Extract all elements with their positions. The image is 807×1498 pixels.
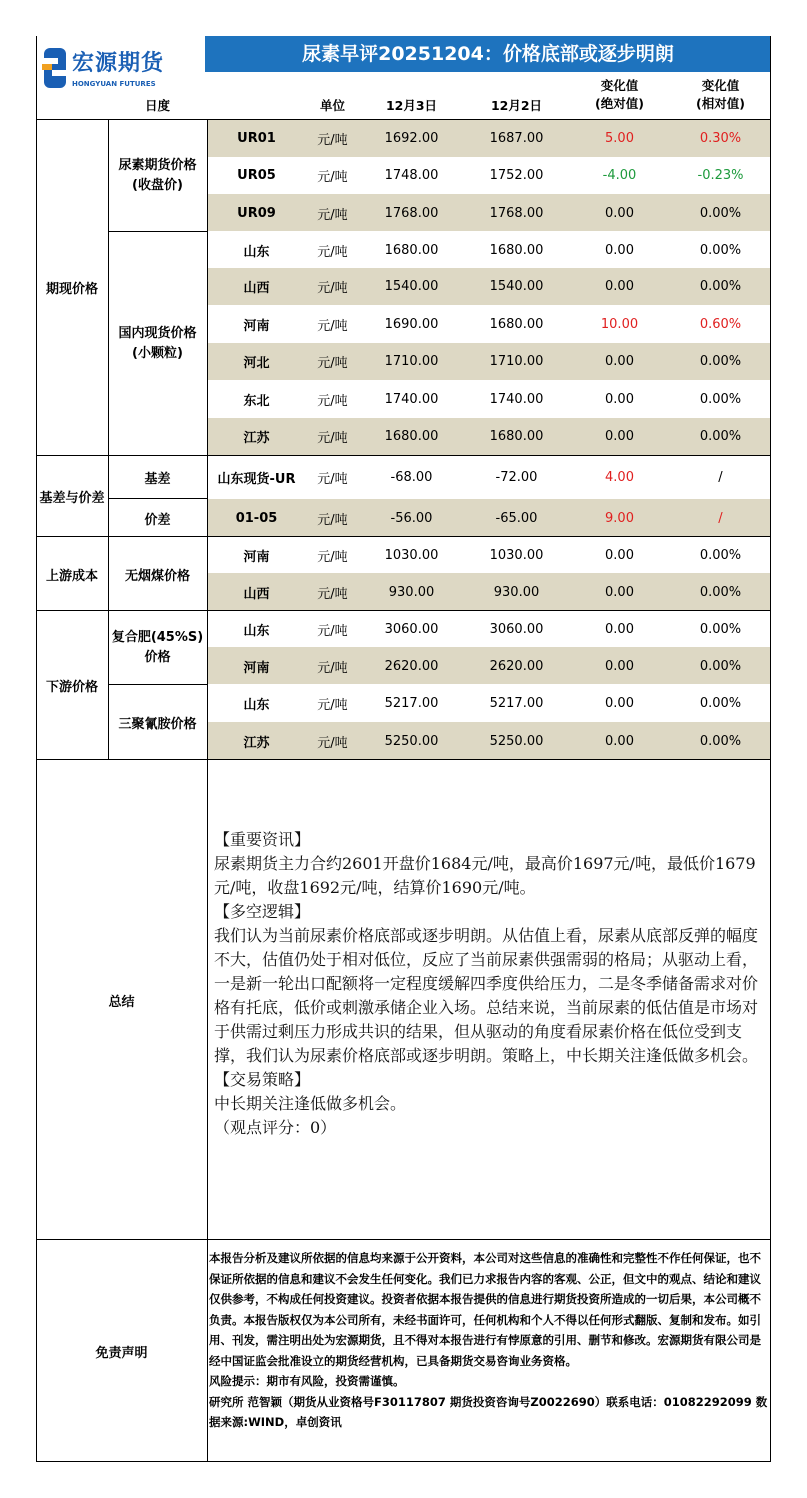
header-change-abs: 变化值 (绝对值) — [595, 78, 644, 111]
cell-item: 山东 — [243, 623, 270, 639]
summary-text — [214, 828, 766, 1140]
cell-d1: 1690.00 — [384, 316, 439, 332]
cell-d2: 1710.00 — [489, 354, 544, 369]
grid-line — [36, 455, 771, 456]
cell-d1: 1540.00 — [384, 279, 439, 294]
cell-d1: 930.00 — [388, 584, 435, 600]
cell-unit: 元/吨 — [317, 207, 348, 223]
disclaimer-body: 本报告分析及建议所依据的信息均来源于公开资料，本公司对这些信息的准确性和完整性不作任何保证，也不保证所依据的信息和建议不会发生任何变化。我们已力求报告内容的客观、公正，但文中的观点、结论和建议仅供参考，不构成任何投资建议。投资者依据本报告提供的信息进行期货投资所造成的一切后果，本公司概不负责。本报告版权仅为本公司所有，未经书面许可，任何机构和个人不得以任何形式翻版、复制和发布。如引用、刊发，需注明出处为宏源期货，且不得对本报告进行有悖原意的引用、删节和修改。宏源期货有限公司是经中国证监会批准设立的期货经营机构，已具备期货交易咨询业务资格。 — [209, 1251, 761, 1368]
cell-d1: 1710.00 — [384, 354, 439, 369]
grid-line — [36, 610, 771, 611]
cell-d1: 3060.00 — [384, 621, 439, 637]
cell-d2: 1752.00 — [489, 168, 544, 183]
cell-unit: 元/吨 — [317, 393, 348, 409]
cell-d1: 2620.00 — [384, 658, 439, 674]
cell-abs: 0.00 — [605, 696, 634, 711]
cell-rel: / — [718, 470, 723, 485]
cell-rel: 0.00% — [699, 429, 742, 444]
subgroup-basis: 基差 — [144, 472, 171, 487]
cell-rel: 0.60% — [699, 316, 742, 332]
group-basis-spread: 基差与价差 — [39, 491, 105, 506]
grid-line — [108, 120, 109, 760]
cell-d2: 2620.00 — [489, 658, 544, 674]
grid-line — [108, 684, 207, 685]
cell-abs: 0.00 — [605, 547, 634, 563]
cell-d2: 930.00 — [493, 584, 540, 600]
group-downstream-prices: 下游价格 — [45, 680, 98, 695]
cell-d2: 1680.00 — [489, 429, 544, 444]
grid-line — [36, 1461, 771, 1462]
cell-unit: 元/吨 — [317, 318, 348, 334]
subgroup-spread: 价差 — [144, 512, 171, 528]
grid-line — [36, 759, 771, 760]
cell-d2: 3060.00 — [489, 621, 544, 637]
grid-line — [108, 231, 207, 232]
cell-abs: 0.00 — [605, 621, 634, 637]
report-sheet — [36, 36, 771, 1462]
cell-abs: 10.00 — [600, 316, 639, 332]
cell-d2: 1030.00 — [489, 547, 544, 563]
cell-rel: 0.00% — [699, 621, 742, 637]
cell-unit: 元/吨 — [317, 281, 348, 296]
cell-item: 河北 — [243, 356, 270, 371]
subgroup-anthracite: 无烟煤价格 — [124, 568, 190, 584]
cell-abs: 0.00 — [605, 242, 634, 258]
header-date: 日度 — [144, 98, 170, 113]
summary-label: 总结 — [108, 994, 135, 1010]
cell-rel: 0.30% — [699, 131, 742, 146]
cell-unit: 元/吨 — [317, 356, 348, 371]
summary-line: （观点评分：0） — [214, 1118, 337, 1137]
cell-d2: 1540.00 — [489, 279, 544, 294]
cell-d1: 5250.00 — [384, 733, 439, 749]
cell-rel: 0.00% — [699, 242, 742, 258]
group-upstream-cost: 上游成本 — [45, 568, 98, 584]
cell-d1: 1748.00 — [384, 168, 439, 183]
cell-item: UR05 — [237, 168, 276, 183]
summary-line: 我们认为当前尿素价格底部或逐步明朗。从估值上看，尿素从底部反弹的幅度不大，估值仍处于相对低位，反应了当前尿素供强需弱的格局；从驱动上看，一是新一轮出口配额将一定程度缓解四季度供给压力，二是冬季储备需求对价格有托底，低价或刺激承储企业入场。总结来说，当前尿素的低估值是市场对于供需过剩压力形成共识的结果，但从驱动的角度看尿素价格在低位受到支撑，我们认为尿素价格底部或逐步明朗。策略上，中长期关注逢低做多机会。 — [214, 926, 759, 1065]
summary-line: 中长期关注逢低做多机会。 — [214, 1094, 407, 1113]
cell-d2: 1687.00 — [489, 131, 544, 146]
cell-abs: 0.00 — [605, 429, 634, 444]
cell-unit: 元/吨 — [317, 549, 348, 565]
cell-unit: 元/吨 — [317, 431, 348, 446]
cell-rel: 0.00% — [699, 733, 742, 749]
subgroup-compound-fertilizer: 复合肥(45%S) 价格 — [111, 630, 204, 665]
cell-unit: 元/吨 — [317, 623, 348, 639]
summary-line: 尿素期货主力合约2601开盘价1684元/吨，最高价1697元/吨，最低价1679元/吨，收盘1692元/吨，结算价1690元/吨。 — [214, 854, 756, 897]
cell-item: UR09 — [237, 205, 276, 221]
cell-d1: 5217.00 — [384, 696, 439, 711]
disclaimer-text — [209, 1248, 769, 1433]
cell-rel: 0.00% — [699, 584, 742, 600]
cell-rel: 0.00% — [699, 391, 742, 407]
cell-d1: 1680.00 — [384, 429, 439, 444]
cell-rel: 0.00% — [699, 279, 742, 294]
cell-item: UR01 — [237, 131, 276, 146]
cell-d1: -68.00 — [390, 470, 433, 485]
cell-item: 01-05 — [235, 510, 278, 526]
cell-d2: 5250.00 — [489, 733, 544, 749]
cell-item: 江苏 — [243, 735, 270, 751]
summary-line: 【多空逻辑】 — [214, 902, 311, 921]
cell-item: 山东现货-UR — [217, 472, 296, 487]
cell-rel: / — [718, 510, 723, 526]
cell-rel: 0.00% — [699, 547, 742, 563]
cell-d2: 1680.00 — [489, 242, 544, 258]
cell-rel: 0.00% — [699, 658, 742, 674]
grid-line — [36, 536, 771, 537]
grid-line — [108, 498, 207, 499]
cell-d1: 1030.00 — [384, 547, 439, 563]
cell-abs: 0.00 — [605, 354, 634, 369]
cell-item: 山东 — [243, 698, 270, 713]
logo-name-en: HONGYUAN FUTURES — [72, 80, 156, 88]
header-date-2: 12月2日 — [490, 98, 543, 113]
contact-info: 研究所 范智颖（期货从业资格号F30117807 期货投资咨询号Z0022690）联系电话：01082292099 数据来源:WIND，卓创资讯 — [209, 1394, 768, 1429]
cell-abs: 0.00 — [605, 658, 634, 674]
cell-unit: 元/吨 — [317, 586, 348, 602]
summary-line: 【交易策略】 — [214, 1070, 311, 1089]
cell-item: 山西 — [243, 281, 270, 296]
cell-rel: 0.00% — [699, 354, 742, 369]
cell-rel: 0.00% — [699, 205, 742, 221]
cell-abs: 0.00 — [605, 279, 634, 294]
cell-d2: 1680.00 — [489, 316, 544, 332]
cell-abs: 4.00 — [605, 470, 634, 485]
cell-d2: 1768.00 — [489, 205, 544, 221]
logo-name-cn: 宏源期货 — [72, 51, 165, 76]
hongyuan-logo-icon — [42, 48, 68, 88]
cell-abs: 5.00 — [605, 131, 634, 146]
cell-d1: 1740.00 — [384, 391, 439, 407]
cell-unit: 元/吨 — [317, 170, 348, 185]
cell-abs: 0.00 — [605, 584, 634, 600]
cell-rel: 0.00% — [699, 696, 742, 711]
cell-unit: 元/吨 — [317, 472, 348, 487]
subgroup-domestic-spot: 国内现货价格 (小颗粒) — [118, 326, 197, 361]
cell-d2: -65.00 — [495, 510, 538, 526]
subgroup-urea-futures: 尿素期货价格 (收盘价) — [118, 158, 197, 193]
disclaimer-label: 免责声明 — [95, 1345, 148, 1361]
cell-item: 东北 — [243, 393, 270, 409]
cell-item: 山西 — [243, 586, 270, 602]
cell-unit: 元/吨 — [317, 244, 348, 260]
report-title: 尿素早评20251204：价格底部或逐步明朗 — [205, 36, 771, 72]
cell-abs: 9.00 — [605, 510, 634, 526]
cell-item: 山东 — [243, 244, 270, 260]
cell-d1: 1692.00 — [384, 131, 439, 146]
cell-d1: 1680.00 — [384, 242, 439, 258]
cell-unit: 元/吨 — [317, 735, 348, 751]
cell-item: 河南 — [243, 549, 270, 565]
cell-abs: -4.00 — [602, 168, 637, 183]
cell-abs: 0.00 — [605, 205, 634, 221]
grid-line — [770, 36, 771, 1462]
cell-item: 河南 — [243, 318, 270, 334]
cell-item: 江苏 — [243, 431, 270, 446]
risk-warning: 风险提示：期市有风险，投资需谨慎。 — [209, 1374, 405, 1388]
header-date-1: 12月3日 — [385, 98, 438, 113]
cell-unit: 元/吨 — [317, 512, 348, 528]
header-unit: 单位 — [319, 98, 345, 113]
grid-line — [36, 36, 37, 1462]
grid-line — [36, 119, 771, 120]
cell-unit: 元/吨 — [317, 698, 348, 713]
grid-line — [207, 120, 208, 1462]
header-change-rel: 变化值 (相对值) — [696, 78, 745, 111]
summary-line: 【重要资讯】 — [214, 830, 311, 849]
cell-abs: 0.00 — [605, 391, 634, 407]
cell-unit: 元/吨 — [317, 660, 348, 676]
grid-line — [36, 1239, 771, 1240]
cell-d2: 5217.00 — [489, 696, 544, 711]
cell-d1: 1768.00 — [384, 205, 439, 221]
cell-d2: 1740.00 — [489, 391, 544, 407]
cell-d1: -56.00 — [390, 510, 433, 526]
cell-unit: 元/吨 — [317, 133, 348, 148]
cell-d2: -72.00 — [495, 470, 538, 485]
cell-abs: 0.00 — [605, 733, 634, 749]
cell-item: 河南 — [243, 660, 270, 676]
cell-rel: -0.23% — [697, 168, 744, 183]
subgroup-melamine: 三聚氰胺价格 — [118, 717, 197, 732]
group-spot-prices: 期现价格 — [45, 282, 98, 297]
